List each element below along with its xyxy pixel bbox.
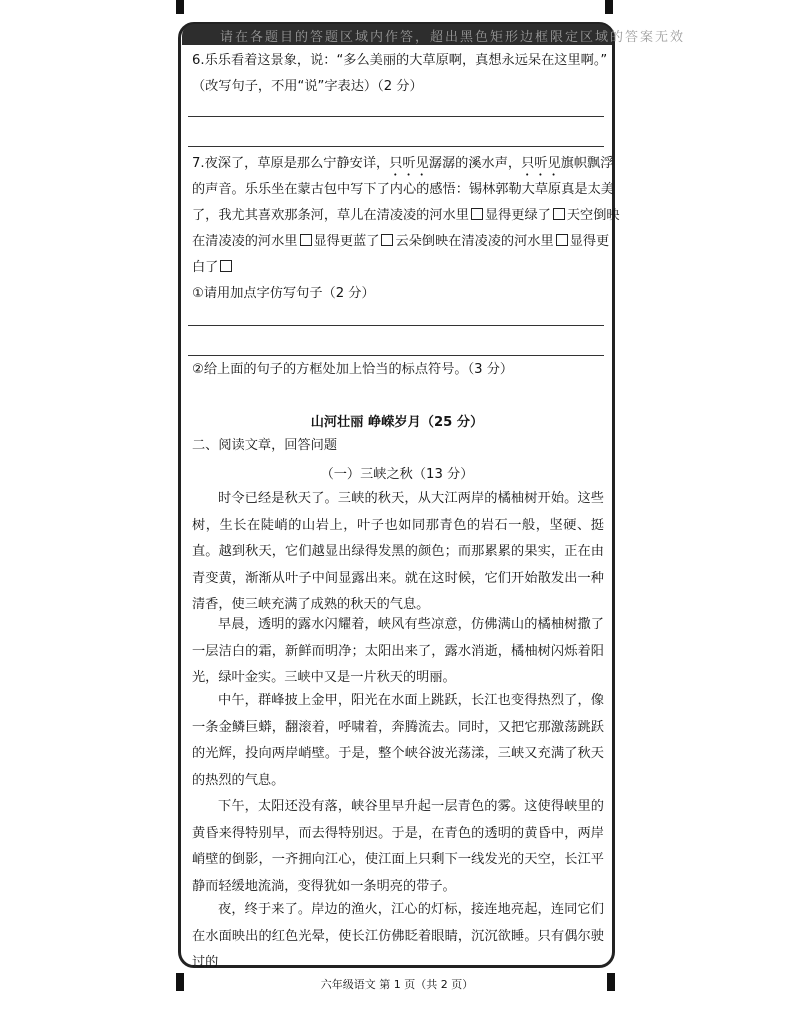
q6-prompt: 6.乐乐看着这景象，说：“多么美丽的大草原啊，真想永远呆在这里啊。” (192, 53, 608, 68)
punctuation-box[interactable] (553, 208, 565, 220)
page-footer: 六年级语文 第 1 页（共 2 页） (320, 978, 474, 991)
registration-mark-bottom-right (607, 973, 615, 991)
section-heading: 二、阅读文章，回答问题 (192, 438, 338, 453)
q7-line-5: 白了 (192, 255, 606, 281)
punctuation-box[interactable] (220, 260, 232, 272)
q6-divider (188, 146, 604, 147)
passage-paragraph-1: 时令已经是秋天了。三峡的秋天，从大江两岸的橘柚树开始。这些树，生长在陡峭的山岩上，叶子也如同那青色的岩石一般，坚硬、挺直。越到秋天，它们越显出绿得发黑的颜色；而那累累的果实，正在由青变黄，渐渐从叶子中间显露出来。就在这时候，它们开始散发出一种清香，使三峡充满了成熟的秋天的气息。 (192, 491, 604, 613)
answer-area-instruction: 请在各题目的答题区域内作答，超出黑色矩形边框限定区域的答案无效 (220, 30, 686, 45)
q7-dotted-word: 只听见 (389, 156, 429, 171)
q6-answer-line[interactable] (188, 116, 604, 117)
q7-line-1: 7.夜深了，草原是那么宁静安详，只听见潺潺的溪水声，只听见旗帜飘浮 (192, 156, 614, 171)
passage-title: （一）三峡之秋（13 分） (320, 467, 474, 482)
q7-line-4: 在清凌凌的河水里 显得更蓝了 云朵倒映在清凌凌的河水里 显得更 (192, 234, 610, 249)
q7-answer-line[interactable] (188, 325, 604, 326)
q7-divider (188, 355, 604, 356)
registration-mark-bottom-left (176, 973, 184, 991)
punctuation-box[interactable] (556, 234, 568, 246)
q6-instruction: （改写句子，不用“说”字表达）（2 分） (192, 79, 423, 94)
punctuation-box[interactable] (300, 234, 312, 246)
registration-mark-top-left (176, 0, 184, 14)
q7-sub-question-1: ①请用加点字仿写句子（2 分） (192, 286, 375, 301)
punctuation-box[interactable] (471, 208, 483, 220)
punctuation-box[interactable] (381, 234, 393, 246)
passage-paragraph-4: 下午，太阳还没有落，峡谷里早升起一层青色的雾。这使得峡里的黄昏来得特别早，而去得特别迟。于是，在青色的透明的黄昏中，两岸峭壁的倒影，一齐拥向江心，使江面上只剩下一线发光的天空，长江平静而轻缓地流淌，变得犹如一条明亮的带子。 (192, 799, 604, 894)
registration-mark-top-right (605, 0, 613, 14)
passage-paragraph-5: 夜，终于来了。岸边的渔火，江心的灯标，接连地亮起，连同它们在水面映出的红色光晕，使长江仿佛眨着眼睛，沉沉欲睡。只有偶尔驶过的 (192, 902, 604, 971)
section-title: 山河壮丽 峥嵘岁月（25 分） (310, 415, 484, 430)
q7-sub-question-2: ②给上面的句子的方框处加上恰当的标点符号。（3 分） (192, 362, 514, 377)
q7-dotted-word: 只听见 (521, 156, 561, 171)
q7-line-3: 了，我尤其喜欢那条河，草儿在清凌凌的河水里 显得更绿了 天空倒映 (192, 208, 620, 223)
passage-paragraph-2: 早晨，透明的露水闪耀着，峡风有些凉意，仿佛满山的橘柚树撒了一层洁白的霜，新鲜而明净；太阳出来了，露水消逝，橘柚树闪烁着阳光，绿叶金实。三峡中又是一片秋天的明丽。 (192, 617, 604, 686)
q7-line-2: 的声音。乐乐坐在蒙古包中写下了内心的感悟：锡林郭勒大草原真是太美 (192, 182, 614, 197)
passage-paragraph-3: 中午，群峰披上金甲，阳光在水面上跳跃，长江也变得热烈了，像一条金鳞巨蟒，翻滚着，呼啸着，奔腾流去。同时，又把它那激荡跳跃的光辉，投向两岸峭壁。于是，整个峡谷波光荡漾，三峡又充满了秋天的热烈的气息。 (192, 693, 604, 788)
